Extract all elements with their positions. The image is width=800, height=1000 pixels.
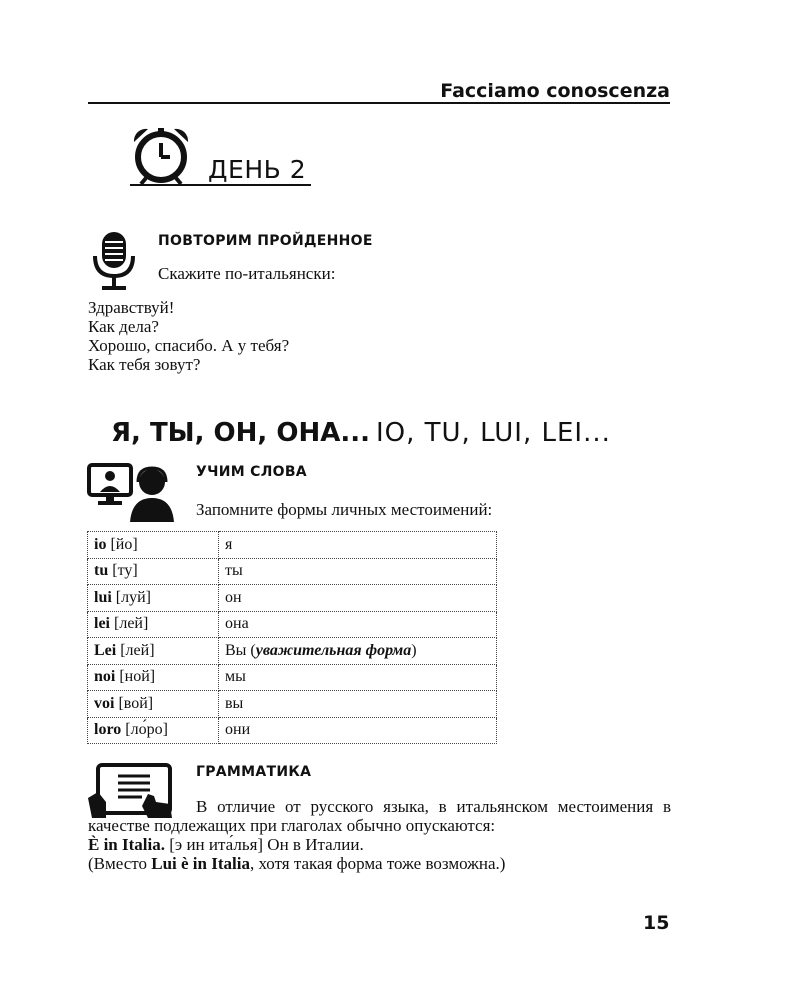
table-cell-word: io [йо] — [88, 532, 219, 559]
video-lesson-icon — [86, 462, 180, 522]
table-cell-word: voi [вой] — [88, 691, 219, 718]
review-phrase: Как дела? — [88, 317, 159, 336]
day-title: ДЕНЬ 2 — [208, 155, 307, 184]
table-row — [88, 691, 497, 718]
table-cell-meaning: она — [219, 611, 497, 638]
table-row — [88, 717, 497, 744]
table-cell-meaning: Вы (уважительная форма) — [219, 638, 497, 665]
review-heading: ПОВТОРИМ ПРОЙДЕННОЕ — [158, 233, 373, 249]
table-cell-word: lui [луй] — [88, 585, 219, 612]
table-cell-meaning: он — [219, 585, 497, 612]
grammar-rule: В отличие от русского языка, в итальянском местоимения в качестве подлежащих при глаголах обычно опускаются: — [88, 797, 671, 835]
table-row — [88, 611, 497, 638]
table-row — [88, 558, 497, 585]
table-cell-meaning: я — [219, 532, 497, 559]
pronouns-title — [111, 418, 611, 448]
pronouns-title-ru: Я, ТЫ, ОН, ОНА... — [111, 418, 370, 448]
vocab-heading: УЧИМ СЛОВА — [196, 464, 307, 480]
grammar-note: (Вместо Lui è in Italia, хотя такая форма тоже возможна.) — [88, 854, 506, 873]
table-cell-meaning: ты — [219, 558, 497, 585]
review-phrase-list — [88, 298, 289, 374]
table-cell-word: tu [ту] — [88, 558, 219, 585]
running-header: Facciamo conoscenza — [440, 80, 670, 102]
day-underline — [130, 184, 311, 186]
pronoun-table — [87, 531, 497, 744]
header-rule — [88, 102, 670, 104]
table-cell-word: lei [лей] — [88, 611, 219, 638]
page-number: 15 — [643, 912, 670, 934]
review-phrase: Как тебя зовут? — [88, 355, 201, 374]
pronouns-title-it: IO, TU, LUI, LEI... — [375, 418, 611, 448]
table-row — [88, 532, 497, 559]
alarm-clock-icon — [128, 124, 194, 186]
table-row — [88, 585, 497, 612]
vocab-instruction: Запомните формы личных местоимений: — [196, 500, 493, 519]
table-cell-word: Lei [лей] — [88, 638, 219, 665]
review-phrase: Здравствуй! — [88, 298, 175, 317]
microphone-icon — [88, 230, 140, 292]
table-row — [88, 664, 497, 691]
grammar-heading: ГРАММАТИКА — [196, 764, 312, 780]
table-cell-word: noi [ной] — [88, 664, 219, 691]
grammar-example: È in Italia. [э ин ита́лья] Он в Италии. — [88, 835, 364, 854]
review-instruction: Скажите по-итальянски: — [158, 264, 336, 283]
review-phrase: Хорошо, спасибо. А у тебя? — [88, 336, 290, 355]
table-cell-meaning: мы — [219, 664, 497, 691]
table-cell-meaning: они — [219, 717, 497, 744]
table-cell-word: loro [ло́ро] — [88, 717, 219, 744]
grammar-text — [88, 797, 671, 873]
table-row — [88, 638, 497, 665]
table-cell-meaning: вы — [219, 691, 497, 718]
